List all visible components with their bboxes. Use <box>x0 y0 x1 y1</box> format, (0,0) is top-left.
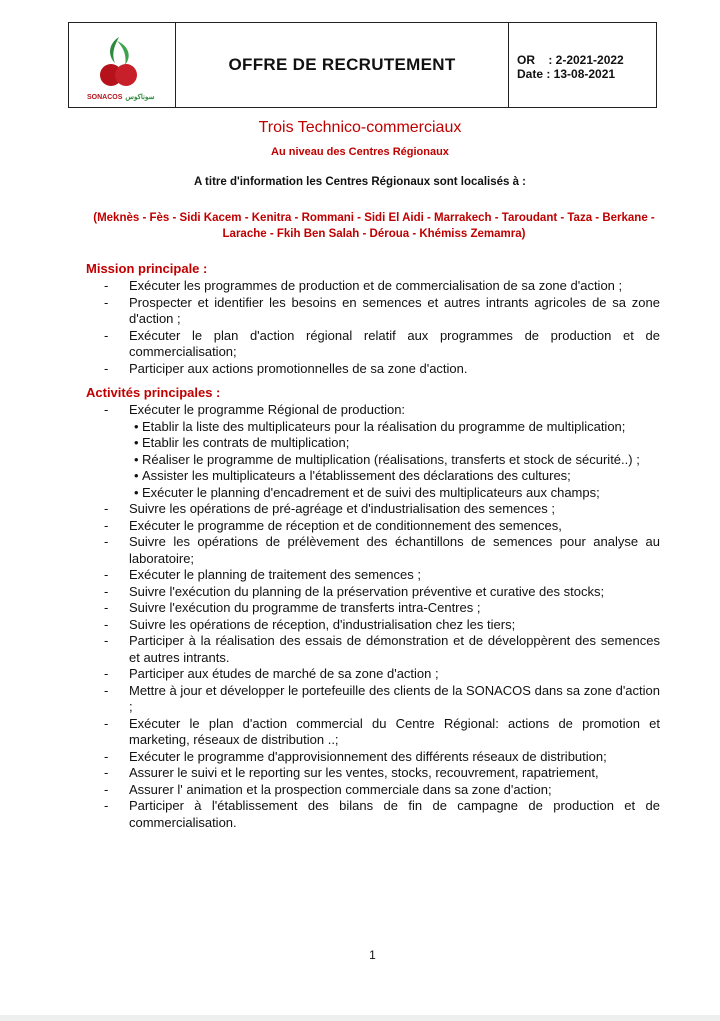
list-item: - Suivre les opérations de prélèvement des échantillons de semences pour analyse au laboratoire; <box>104 534 660 566</box>
job-subtitle: Au niveau des Centres Régionaux <box>271 146 449 158</box>
info-line: A titre d'information les Centres Régionaux sont localisés à : <box>193 176 527 188</box>
list-item-text: Suivre les opérations de réception, d'industrialisation chez les tiers; <box>129 616 516 632</box>
sublist-item-text: Réaliser le programme de multiplication (réalisations, transferts et stock de sécurité..) ; <box>142 451 640 467</box>
list-item: - Suivre les opérations de pré-agréage et d'industrialisation des semences ; <box>104 501 555 516</box>
list-item-text: Assurer l' animation et la prospection commerciale dans sa zone d'action; <box>129 781 552 797</box>
list-item-text: Exécuter le programme d'approvisionnement des différents réseaux de distribution; <box>129 748 607 764</box>
list-item-text: Suivre les opérations de pré-agréage et d'industrialisation des semences ; <box>129 501 555 516</box>
sublist-item-text: Exécuter le planning d'encadrement et de suivi des multiplicateurs aux champs; <box>142 484 600 500</box>
sublist-item: • Assister les multiplicateurs a l'établissement des déclarations des cultures; <box>134 468 571 483</box>
list-item: - Mettre à jour et développer le portefeuille des clients de la SONACOS dans sa zone d'action ; <box>104 682 660 714</box>
list-item-text: Suivre les opérations de prélèvement des échantillons de semences pour analyse au laboratoire; <box>129 534 660 566</box>
list-item-text: Prospecter et identifier les besoins en semences et autres intrants agricoles de sa zone d'action ; <box>129 294 660 326</box>
reference-cell <box>509 23 656 107</box>
list-item: - Suivre l'exécution du programme de transferts intra-Centres ; <box>104 600 481 615</box>
sublist-item: • Etablir la liste des multiplicateurs pour la réalisation du programme de multiplication; <box>134 418 626 434</box>
activities-list <box>104 402 660 831</box>
sublist-item-text: Etablir la liste des multiplicateurs pour la réalisation du programme de multiplication; <box>142 418 626 434</box>
logo-brand: SONACOS <box>87 94 123 101</box>
logo-cell <box>69 23 176 107</box>
list-item-text: Exécuter le programme Régional de production: <box>129 402 406 417</box>
bottom-band <box>0 1015 720 1021</box>
list-item: - Participer aux études de marché de sa zone d'action ; <box>104 666 439 681</box>
sublist-item-text: Etablir les contrats de multiplication; <box>142 435 350 450</box>
list-item-text: Assurer le suivi et le reporting sur les ventes, stocks, recouvrement, rapatriement, <box>129 765 599 780</box>
cities-list: (Meknès - Fès - Sidi Kacem - Kenitra - Rommani - Sidi El Aidi - Marrakech - Taroudant - Taza - Berkane - Larache - Fkih Ben Salah - Déroua - Khémiss Zemamra) <box>93 212 655 240</box>
sublist-item: • Réaliser le programme de multiplication (réalisations, transferts et stock de sécurité..) ; <box>134 451 640 467</box>
list-item: - Exécuter le plan d'action régional relatif aux programmes de production et de commercialisation; <box>104 327 660 359</box>
mission-list <box>104 278 660 377</box>
sublist-item: • Etablir les contrats de multiplication; <box>134 435 350 450</box>
list-item: - Participer à la réalisation des essais de démonstration et de développèrent des semences et autres intrants. <box>104 633 660 665</box>
page-number: 1 <box>369 948 376 962</box>
list-item: - Suivre les opérations de réception, d'industrialisation chez les tiers; <box>104 616 516 632</box>
activities-sublist <box>104 419 660 502</box>
activities-title: Activités principales : <box>86 385 221 400</box>
list-item-text: Exécuter le programme de réception et de conditionnement des semences, <box>129 517 562 533</box>
list-item-text: Participer à la réalisation des essais de démonstration et de développèrent des semences et autres intrants. <box>129 633 660 665</box>
list-item: - Exécuter le plan d'action commercial du Centre Régional: actions de promotion et marketing, réseaux de distribution ..; <box>104 715 660 747</box>
document-title: OFFRE DE RECRUTEMENT <box>228 55 456 74</box>
sonacos-logo-icon <box>93 35 145 93</box>
list-item-text: Suivre l'exécution du planning de la préservation préventive et curative des stocks; <box>129 583 605 599</box>
list-item: - Participer aux actions promotionnelles de sa zone d'action. <box>104 360 468 376</box>
list-item: - Exécuter le programme de réception et de conditionnement des semences, <box>104 517 562 533</box>
reference-number: OR : 2-2021-2022 <box>517 53 624 67</box>
list-item: - Assurer l' animation et la prospection commerciale dans sa zone d'action; <box>104 781 552 797</box>
list-item: - Assurer le suivi et le reporting sur les ventes, stocks, recouvrement, rapatriement, <box>104 765 599 780</box>
list-item: - Prospecter et identifier les besoins en semences et autres intrants agricoles de sa zone d'action ; <box>104 294 660 326</box>
list-item: - Exécuter le programme Régional de production: <box>104 402 406 417</box>
list-item: - Participer à l'établissement des bilans de fin de campagne de production et de commercialisation. <box>104 798 660 830</box>
list-item-text: Participer aux études de marché de sa zone d'action ; <box>129 666 439 681</box>
sublist-item-text: Assister les multiplicateurs a l'établissement des déclarations des cultures; <box>142 468 571 483</box>
header-table <box>68 22 657 108</box>
list-item-text: Participer à l'établissement des bilans de fin de campagne de production et de commercialisation. <box>129 798 660 830</box>
list-item: - Suivre l'exécution du planning de la préservation préventive et curative des stocks; <box>104 583 605 599</box>
list-item: - Exécuter le planning de traitement des semences ; <box>104 567 421 582</box>
list-item: - Exécuter les programmes de production et de commercialisation de sa zone d'action ; <box>104 278 623 293</box>
list-item-text: Exécuter le plan d'action commercial du Centre Régional: actions de promotion et marketing, réseaux de distribution ..; <box>129 715 660 747</box>
list-item-text: Participer aux actions promotionnelles de sa zone d'action. <box>129 360 468 376</box>
title-cell <box>176 23 509 107</box>
sublist-item: • Exécuter le planning d'encadrement et de suivi des multiplicateurs aux champs; <box>134 484 600 500</box>
logo-wordmark <box>87 93 154 101</box>
mission-title: Mission principale : <box>86 261 208 276</box>
list-item-text: Mettre à jour et développer le portefeuille des clients de la SONACOS dans sa zone d'action ; <box>129 682 660 714</box>
list-item-text: Suivre l'exécution du programme de transferts intra-Centres ; <box>129 600 481 615</box>
list-item-text: Exécuter le plan d'action régional relatif aux programmes de production et de commercialisation; <box>129 327 660 359</box>
logo-arabic: سوناكوس <box>125 94 155 101</box>
list-item-text: Exécuter le planning de traitement des semences ; <box>129 567 421 582</box>
list-item: - Exécuter le programme d'approvisionnement des différents réseaux de distribution; <box>104 748 607 764</box>
job-title: Trois Technico-commerciaux <box>258 119 462 136</box>
reference-date: Date : 13-08-2021 <box>517 67 616 81</box>
list-item-text: Exécuter les programmes de production et de commercialisation de sa zone d'action ; <box>129 278 623 293</box>
